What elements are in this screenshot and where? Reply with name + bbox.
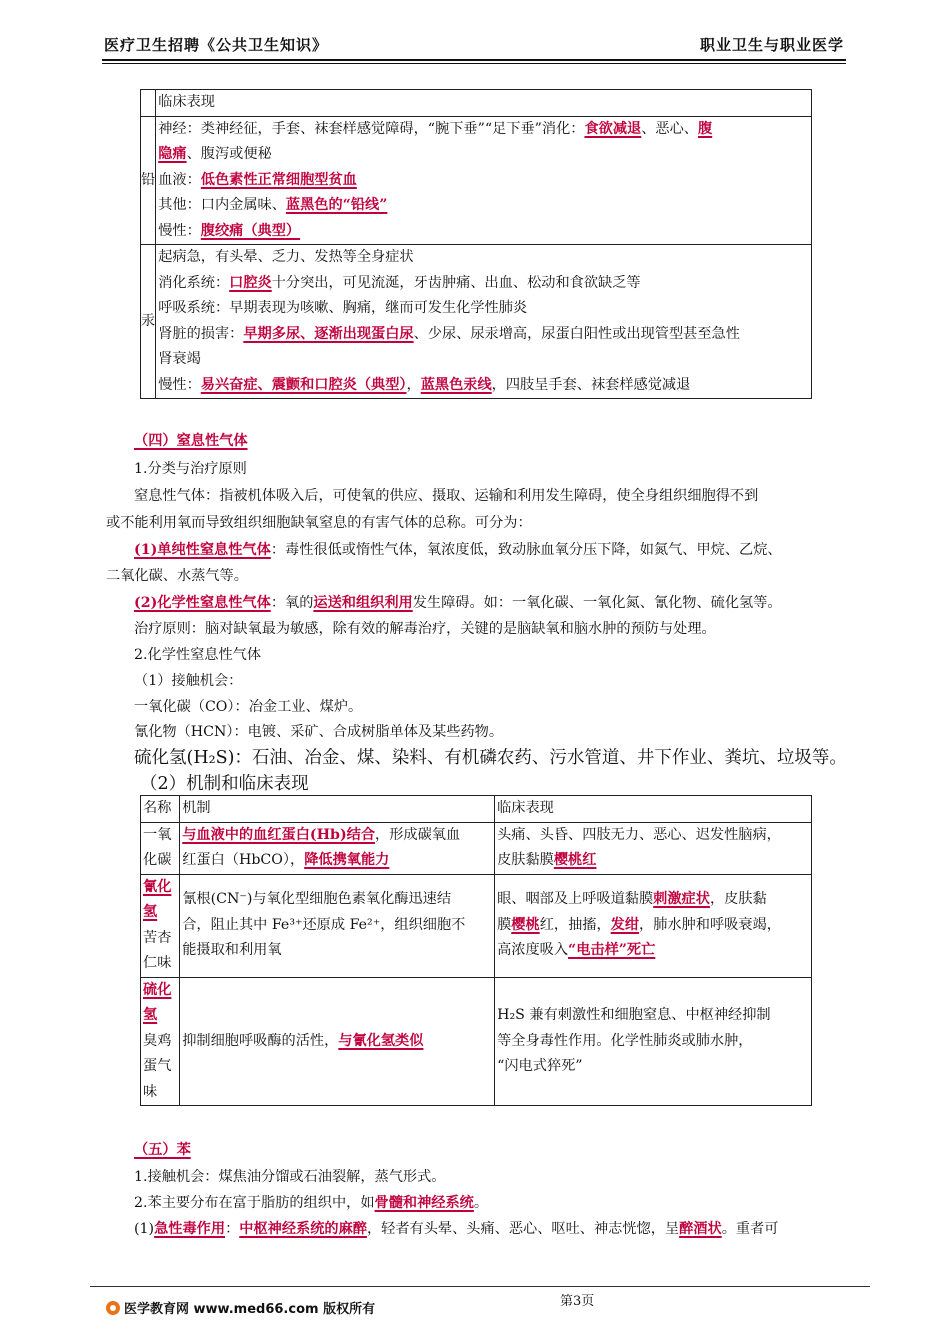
para: （2）机制和临床表现	[140, 774, 309, 794]
para: 硫化氢(H₂S)：石油、冶金、煤、染料、有机磷农药、污水管道、井下作业、粪坑、垃圾等。	[134, 748, 847, 768]
table1-header: 临床表现	[156, 90, 812, 117]
para: 1.分类与治疗原则	[134, 461, 247, 477]
hs-clinical: H₂S 兼有刺激性和细胞窒息、中枢神经抑制 等全身毒性作用。化学性肺炎或肺水肿， “闪电式猝死”	[495, 977, 812, 1106]
col-header-mechanism: 机制	[180, 796, 495, 823]
para: （1）接触机会：	[134, 673, 243, 689]
para: (2)化学性窒息性气体：氧的运送和组织利用发生障碍。如：一氧化碳、一氧化氮、氰化物、硫化氢等。	[134, 595, 782, 611]
section5-title: （五）苯	[134, 1142, 191, 1158]
header-chapter: 职业卫生与职业医学	[699, 36, 844, 54]
hs-name: 硫化 氢 臭鸡 蛋气 味	[141, 977, 180, 1106]
heavy-metal-table	[140, 89, 812, 399]
para: 一氧化碳（CO）：冶金工业、煤炉。	[134, 699, 363, 715]
para: 2.化学性窒息性气体	[134, 647, 262, 663]
co-clinical: 头痛、头昏、四肢无力、恶心、迟发性脑病， 皮肤黏膜樱桃红	[495, 822, 812, 874]
mercury-label: 汞	[141, 245, 156, 399]
page-header	[102, 32, 846, 56]
header-rule	[102, 59, 846, 61]
lead-label: 铅	[141, 116, 156, 245]
co-mechanism: 与血液中的血红蛋白(Hb)结合，形成碳氧血 红蛋白（HbCO），降低携氧能力	[180, 822, 495, 874]
mercury-cell: 起病急，有头晕、乏力、发热等全身症状 消化系统：口腔炎十分突出，可见流涎，牙齿肿痛、出血、松动和食欲缺乏等 呼吸系统：早期表现为咳嗽、胸痛，继而可发生化学性肺炎 肾脏的损害：早期多尿、逐渐出现蛋白尿、少尿、尿汞增高，尿蛋白阳性或出现管型甚至急性 肾衰竭 慢性：易兴奋症、震颤和口腔炎（典型），蓝黑色汞线，四肢呈手套、袜套样感觉减退	[156, 245, 812, 399]
cn-name: 氰化 氢 苦杏 仁味	[141, 874, 180, 977]
col-header-clinical: 临床表现	[495, 796, 812, 823]
para: 1.接触机会：煤焦油分馏或石油裂解，蒸气形式。	[134, 1169, 446, 1185]
section4-title: （四）窒息性气体	[134, 433, 248, 449]
brand-logo-icon	[106, 1301, 120, 1315]
para: 窒息性气体：指被机体吸入后，可使氧的供应、摄取、运输和利用发生障碍，使全身组织细胞得不到	[134, 488, 759, 504]
asphyxiant-table	[140, 795, 812, 1106]
footer-rule	[90, 1286, 870, 1287]
cn-clinical: 眼、咽部及上呼吸道黏膜刺激症状，皮肤黏 膜樱桃红，抽搐，发绀，肺水肿和呼吸衰竭， 高浓度吸入“电击样”死亡	[495, 874, 812, 977]
para: 2.苯主要分布在富于脂肪的组织中，如骨髓和神经系统。	[134, 1195, 489, 1211]
hs-mechanism: 抑制细胞呼吸酶的活性，与氰化氢类似	[180, 977, 495, 1106]
para: (1)急性毒作用：中枢神经系统的麻醉，轻者有头晕、头痛、恶心、呕吐、神志恍惚，呈醉酒状。重者可	[134, 1221, 779, 1237]
col-header-name: 名称	[141, 796, 180, 823]
header-title: 医疗卫生招聘《公共卫生知识》	[104, 36, 329, 54]
para: (1)单纯性窒息性气体：毒性很低或惰性气体，氧浓度低，致动脉血氧分压下降，如氮气、甲烷、乙烷、	[134, 542, 782, 558]
cn-mechanism: 氰根(CN⁻)与氧化型细胞色素氧化酶迅速结 合，阻止其中 Fe³⁺还原成 Fe²⁺，组织细胞不 能摄取和利用氧	[180, 874, 495, 977]
co-name: 一氧 化碳	[141, 822, 180, 874]
page-number: 第3页	[560, 1294, 595, 1309]
para: 二氧化碳、水蒸气等。	[106, 568, 248, 584]
header-rule-thin	[102, 63, 846, 64]
para: 或不能利用氧而导致组织细胞缺氧窒息的有害气体的总称。可分为：	[106, 515, 532, 531]
para: 治疗原则：脑对缺氧最为敏感，除有效的解毒治疗，关键的是脑缺氧和脑水肿的预防与处理。	[134, 621, 716, 637]
lead-cell: 神经：类神经征，手套、袜套样感觉障碍，“腕下垂”“足下垂”消化：食欲减退、恶心、腹 隐痛、腹泻或便秘 血液：低色素性正常细胞型贫血 其他：口内金属味、蓝黑色的“铅线” 慢性：腹绞痛（典型）	[156, 116, 812, 245]
footer-brand: 医学教育网 www.med66.com 版权所有	[106, 1298, 375, 1317]
para: 氰化物（HCN）：电镀、采矿、合成树脂单体及某些药物。	[134, 724, 504, 740]
